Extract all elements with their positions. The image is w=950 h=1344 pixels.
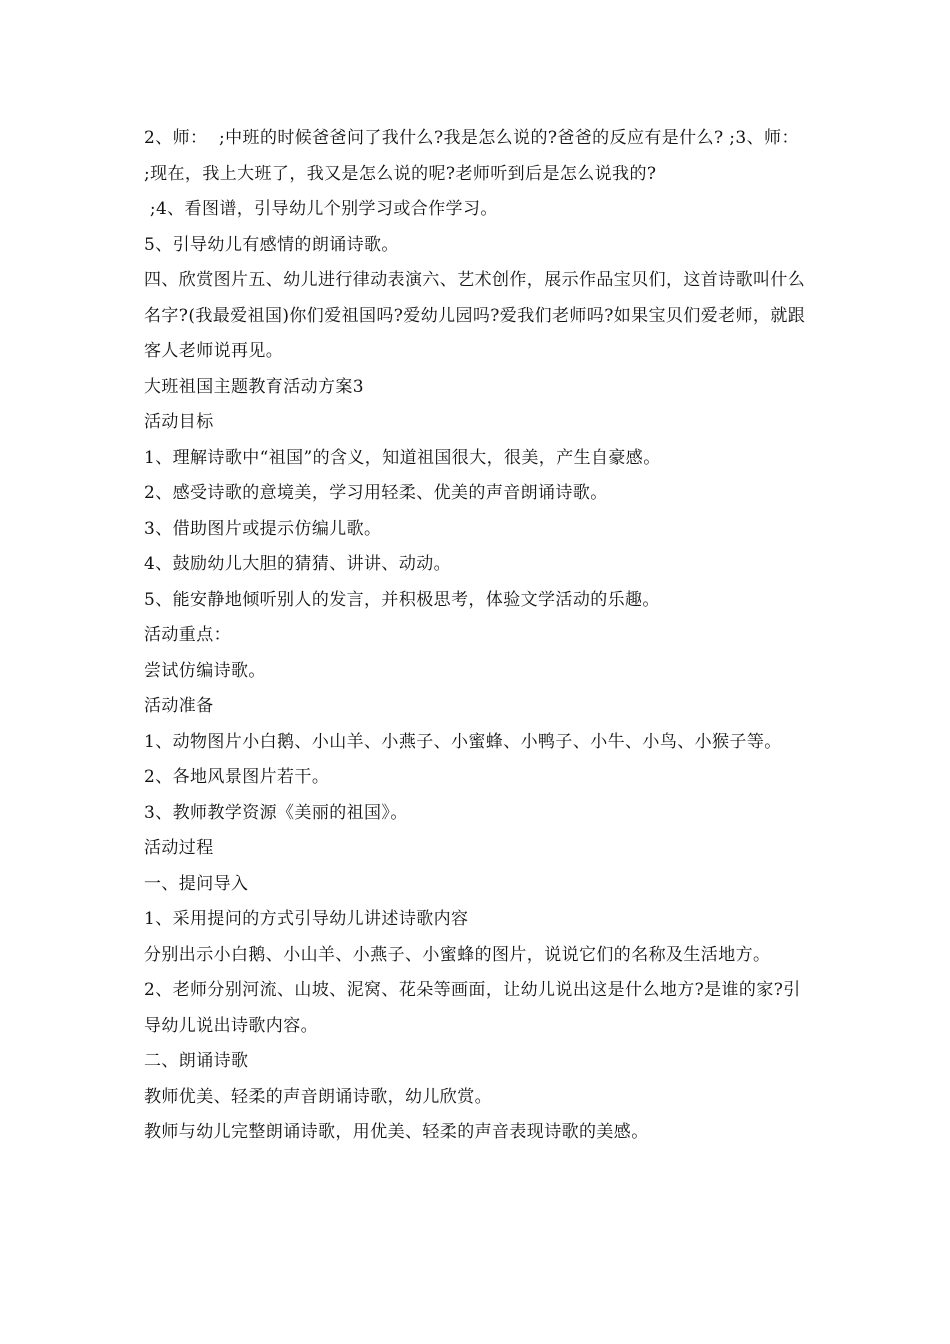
document-body — [144, 121, 811, 1151]
heading-activity-goals: 活动目标 — [144, 412, 214, 432]
goal-item-5: 5、能安静地倾听别人的发言，并积极思考，体验文学活动的乐趣。 — [144, 589, 660, 610]
goal-item-2: 2、感受诗歌的意境美，学习用轻柔、优美的声音朗诵诗歌。 — [144, 483, 608, 503]
heading-activity-preparation: 活动准备 — [144, 696, 214, 716]
process-step-1-detail: 分别出示小白鹅、小山羊、小燕子、小蜜蜂的图片，说说它们的名称及生活地方。 — [144, 944, 771, 965]
preparation-item-3: 3、教师教学资源《美丽的祖国》。 — [144, 802, 408, 823]
process-section-1-title: 一、提问导入 — [144, 873, 249, 894]
goal-item-4: 4、鼓励幼儿大胆的猜猜、讲讲、动动。 — [144, 554, 452, 574]
process-recite-1: 教师优美、轻柔的声音朗诵诗歌，幼儿欣赏。 — [144, 1086, 492, 1107]
section-title-plan-3: 大班祖国主题教育活动方案3 — [144, 376, 365, 397]
goal-item-3: 3、借助图片或提示仿编儿歌。 — [144, 518, 382, 539]
preparation-item-2: 2、各地风景图片若干。 — [144, 767, 330, 787]
process-step-1: 1、采用提问的方式引导幼儿讲述诗歌内容 — [144, 909, 469, 929]
heading-activity-process: 活动过程 — [144, 838, 214, 858]
paragraph-closing-activities: 四、欣赏图片五、幼儿进行律动表演六、艺术创作，展示作品宝贝们，这首诗歌叫什么名字?(我最爱祖国)你们爱祖国吗?爱幼儿园吗?爱我们老师吗?如果宝贝们爱老师，就跟客人老师说再见。 — [144, 270, 806, 361]
process-step-2: 2、老师分别河流、山坡、泥窝、花朵等画面，让幼儿说出这是什么地方?是谁的家?引导幼儿说出诗歌内容。 — [144, 980, 801, 1036]
goal-item-1: 1、理解诗歌中“祖国”的含义，知道祖国很大，很美，产生自豪感。 — [144, 447, 661, 468]
heading-activity-focus: 活动重点： — [144, 625, 231, 645]
paragraph-step-5: 5、引导幼儿有感情的朗诵诗歌。 — [144, 234, 399, 255]
paragraph-dialogue-questions: 2、师： ;中班的时候爸爸问了我什么?我是怎么说的?爸爸的反应有是什么? ;3、师： ;现在，我上大班了，我又是怎么说的呢?老师听到后是怎么说我的? — [144, 128, 811, 184]
focus-text: 尝试仿编诗歌。 — [144, 660, 266, 681]
process-section-2-title: 二、朗诵诗歌 — [144, 1051, 249, 1071]
paragraph-step-4: ;4、看图谱，引导幼儿个别学习或合作学习。 — [144, 199, 498, 219]
process-recite-2: 教师与幼儿完整朗诵诗歌，用优美、轻柔的声音表现诗歌的美感。 — [144, 1122, 649, 1142]
preparation-item-1: 1、动物图片小白鹅、小山羊、小燕子、小蜜蜂、小鸭子、小牛、小鸟、小猴子等。 — [144, 731, 782, 752]
